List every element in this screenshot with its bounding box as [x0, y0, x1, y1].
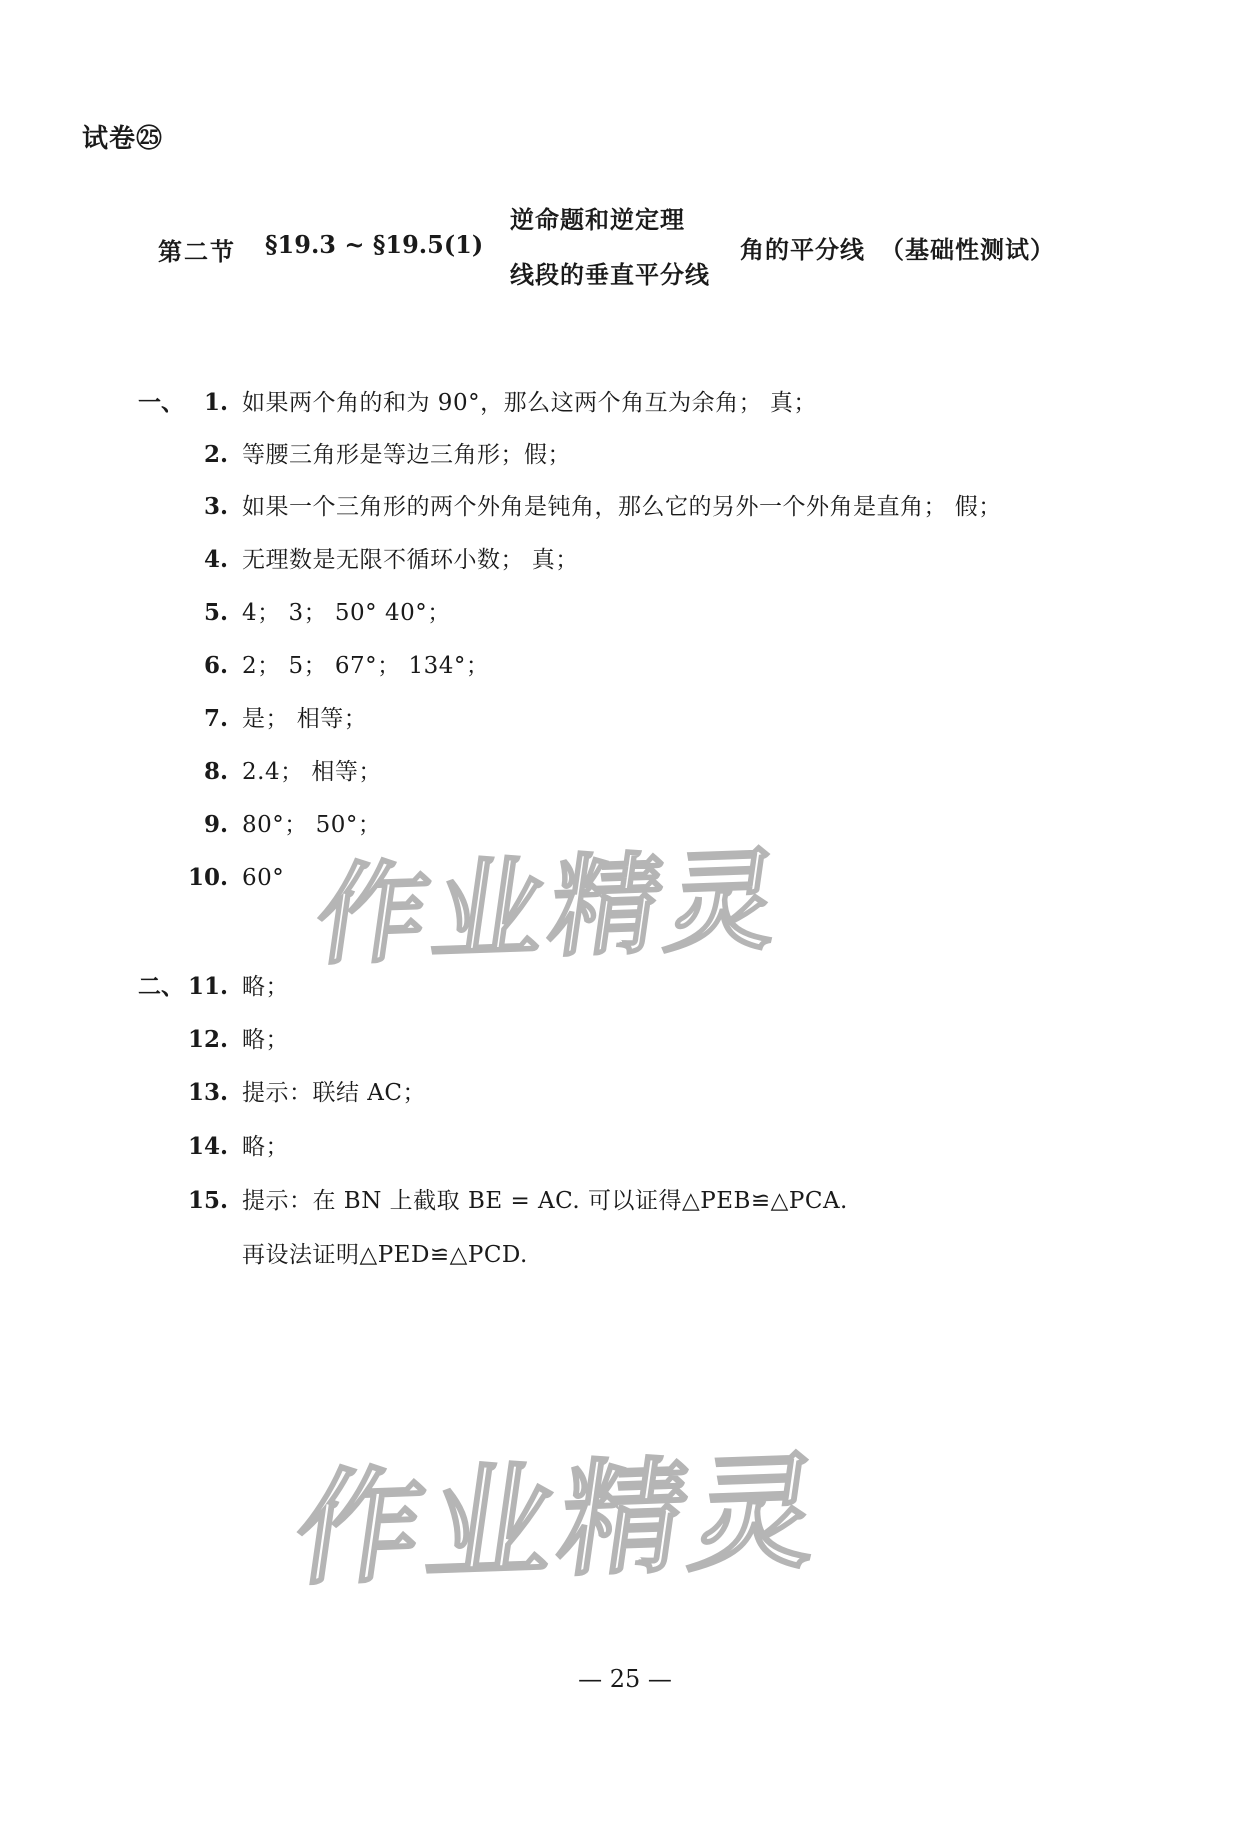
item-answer: 略； — [242, 1134, 289, 1160]
item-answer: 如果一个三角形的两个外角是钝角，那么它的另外一个外角是直角； 假； — [242, 494, 1002, 520]
page-number: — 25 — — [578, 1665, 672, 1693]
answer-item — [188, 598, 451, 628]
item-answer: 等腰三角形是等边三角形；假； — [242, 442, 571, 468]
answer-item — [188, 757, 382, 787]
item-number: 6. — [203, 652, 228, 679]
answer-item — [188, 1025, 289, 1055]
paper-number: 试卷㉕ — [82, 124, 164, 154]
section-range: §19.3 ~ §19.5(1) — [265, 230, 484, 259]
item-answer: 60° — [242, 865, 285, 891]
answer-item — [138, 388, 817, 418]
answer-item — [188, 545, 579, 575]
section-label: 第二节 — [158, 238, 236, 266]
item-answer: 略； — [242, 1027, 289, 1053]
answer-item — [188, 863, 284, 893]
item-number: 15. — [188, 1187, 229, 1214]
item-number: 7. — [203, 705, 228, 732]
item-answer: 提示：联结 AC； — [242, 1080, 427, 1106]
item-answer: 80°； 50°； — [242, 812, 382, 838]
item-number: 14. — [188, 1133, 229, 1160]
item-answer: 4； 3； 50° 40°； — [242, 600, 451, 626]
item-number: 9. — [203, 811, 228, 838]
answer-item — [188, 1078, 426, 1108]
topic-line-2: 线段的垂直平分线 — [510, 261, 710, 289]
part-2-label: 二、 — [138, 974, 184, 1000]
item-answer: 2.4； 相等； — [242, 759, 382, 785]
item-answer: 无理数是无限不循环小数； 真； — [242, 547, 579, 573]
topic-line-1: 逆命题和逆定理 — [510, 206, 685, 234]
answer-item — [188, 1132, 289, 1162]
item-number: 2. — [203, 441, 228, 468]
answer-item — [188, 1186, 848, 1216]
item-answer: 略； — [242, 974, 289, 1000]
item-answer: 提示：在 BN 上截取 BE = AC. 可以证得△PEB≌△PCA. — [242, 1188, 848, 1214]
item-answer-continued: 再设法证明△PED≌△PCD. — [242, 1242, 528, 1268]
answer-item — [188, 704, 367, 734]
item-number: 4. — [203, 546, 228, 573]
item-number: 12. — [188, 1026, 229, 1053]
item-number: 11. — [188, 973, 229, 1000]
watermark: 作业精灵 — [286, 1439, 835, 1604]
answer-item — [138, 972, 289, 1002]
item-number: 8. — [203, 758, 228, 785]
answer-continuation — [242, 1240, 528, 1270]
item-number: 1. — [203, 389, 228, 416]
item-answer: 是； 相等； — [242, 706, 368, 732]
answer-item — [188, 651, 489, 681]
part-1-label: 一、 — [138, 390, 184, 416]
item-answer: 如果两个角的和为 90°，那么这两个角互为余角； 真； — [242, 390, 817, 416]
item-number: 13. — [188, 1079, 229, 1106]
item-number: 10. — [188, 864, 229, 891]
watermark: 作业精灵 — [308, 835, 794, 981]
topic-title: 角的平分线 — [740, 236, 865, 264]
answer-item — [188, 492, 1002, 522]
item-number: 5. — [203, 599, 228, 626]
answer-item — [188, 440, 571, 470]
item-answer: 2； 5； 67°； 134°； — [242, 653, 490, 679]
section-header — [0, 200, 1250, 290]
test-type-note: （基础性测试） — [880, 236, 1055, 264]
item-number: 3. — [203, 493, 228, 520]
